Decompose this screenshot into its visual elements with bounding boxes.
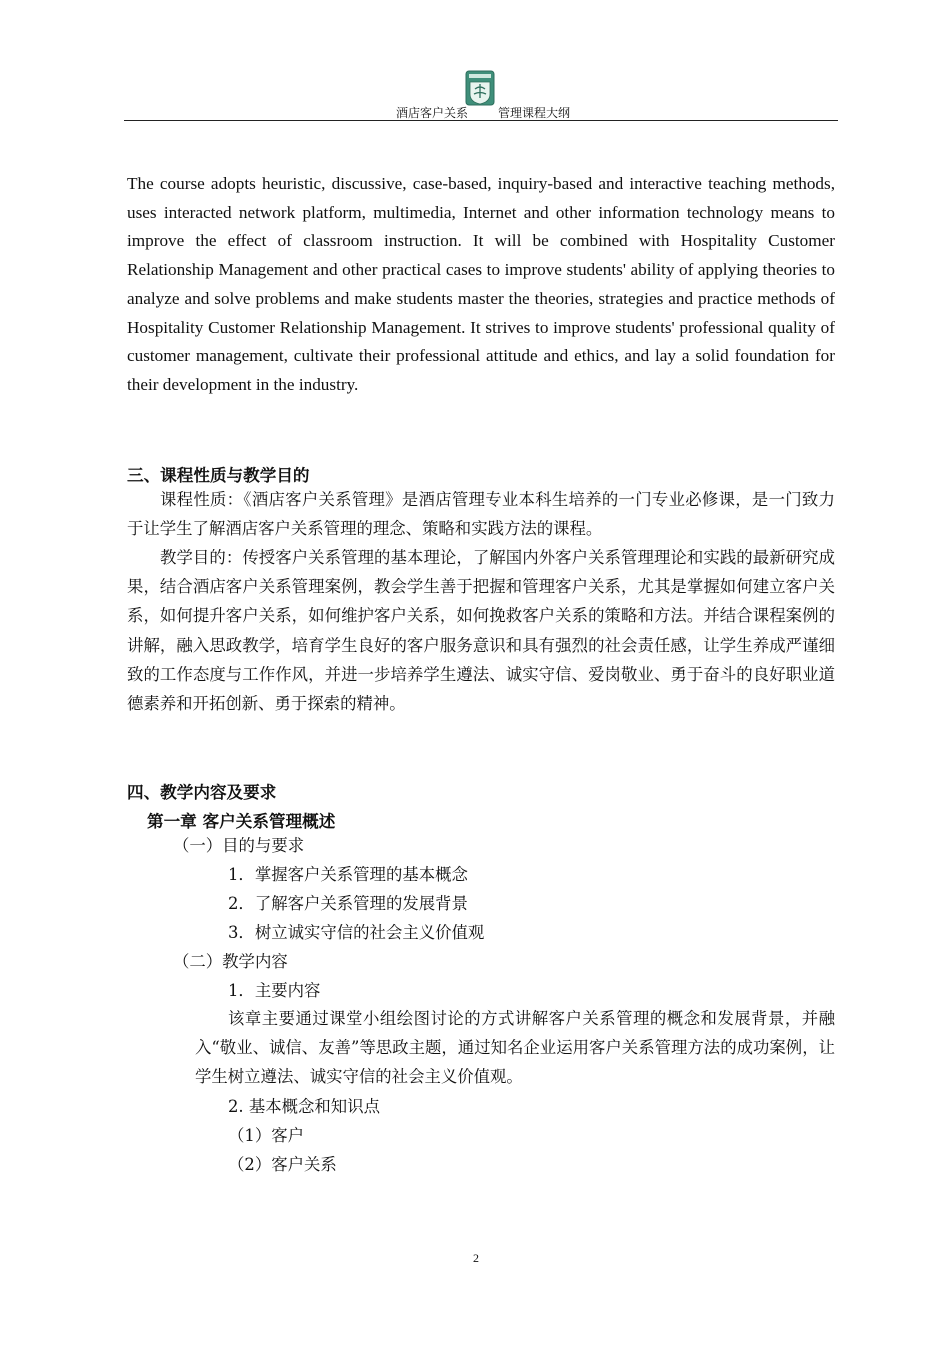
- page-header: [124, 68, 838, 124]
- goal-item: 2．了解客户关系管理的发展背景: [228, 894, 468, 913]
- main-content-label: 1．主要内容: [228, 981, 321, 1000]
- concepts-label: 2. 基本概念和知识点: [228, 1097, 380, 1116]
- main-content-paragraph: 该章主要通过课堂小组绘图讨论的方式讲解客户关系管理的概念和发展背景，并融入“敬业、诚信、友善”等思政主题，通过知名企业运用客户关系管理方法的成功案例，让学生树立遵法、诚实守信的社会主义价值观。: [195, 1009, 835, 1087]
- header-title-left: 酒店客户关系: [395, 106, 468, 120]
- university-logo-icon: [465, 70, 495, 106]
- page-number: 2: [473, 1251, 479, 1265]
- header-divider: [124, 120, 838, 121]
- course-intro-english: The course adopts heuristic, discussive, case-based, inquiry-based and interactive teaching methods, uses interacted network platform, multimedia, Internet and other information technology means to improve the effect of classroom instruction. It will be combined with Hospitality Customer Relationship Management and other practical cases to improve students' ability of applying theories to analyze and solve problems and make students master the theories, strategies and practice methods of Hospitality Customer Relationship Management. It strives to improve students' professional quality of customer management, cultivate their professional attitude and ethics, and lay a solid foundation for their development in the industry.: [127, 174, 835, 394]
- subsection-content: （二）教学内容: [173, 952, 288, 971]
- section-heading-content: 四、教学内容及要求: [127, 783, 277, 802]
- concept-item: （1）客户: [228, 1126, 304, 1145]
- goal-item: 3．树立诚实守信的社会主义价值观: [228, 923, 485, 942]
- course-nature-paragraph: 课程性质：《酒店客户关系管理》是酒店管理专业本科生培养的一门专业必修课，是一门致力于让学生了解酒店客户关系管理的理念、策略和实践方法的课程。: [127, 490, 835, 539]
- teaching-goal-paragraph: 教学目的：传授客户关系管理的基本理论，了解国内外客户关系管理理论和实践的最新研究成果，结合酒店客户关系管理案例，教会学生善于把握和管理客户关系，尤其是掌握如何建立客户关系，如何提升客户关系，如何维护客户关系，如何挽救客户关系的策略和方法。并结合课程案例的讲解，融入思政教学，培育学生良好的客户服务意识和具有强烈的社会责任感，让学生养成严谨细致的工作态度与工作作风，并进一步培养学生遵法、诚实守信、爱岗敬业、勇于奋斗的良好职业道德素养和开拓创新、勇于探索的精神。: [127, 548, 835, 714]
- goal-item: 1．掌握客户关系管理的基本概念: [228, 865, 468, 884]
- concept-item: （2）客户关系: [228, 1155, 337, 1174]
- subsection-goals: （一）目的与要求: [173, 836, 305, 855]
- chapter-title: 第一章 客户关系管理概述: [147, 812, 336, 831]
- header-title-right: 管理课程大纲: [498, 106, 571, 120]
- section-heading-nature-goals: 三、课程性质与教学目的: [127, 466, 310, 485]
